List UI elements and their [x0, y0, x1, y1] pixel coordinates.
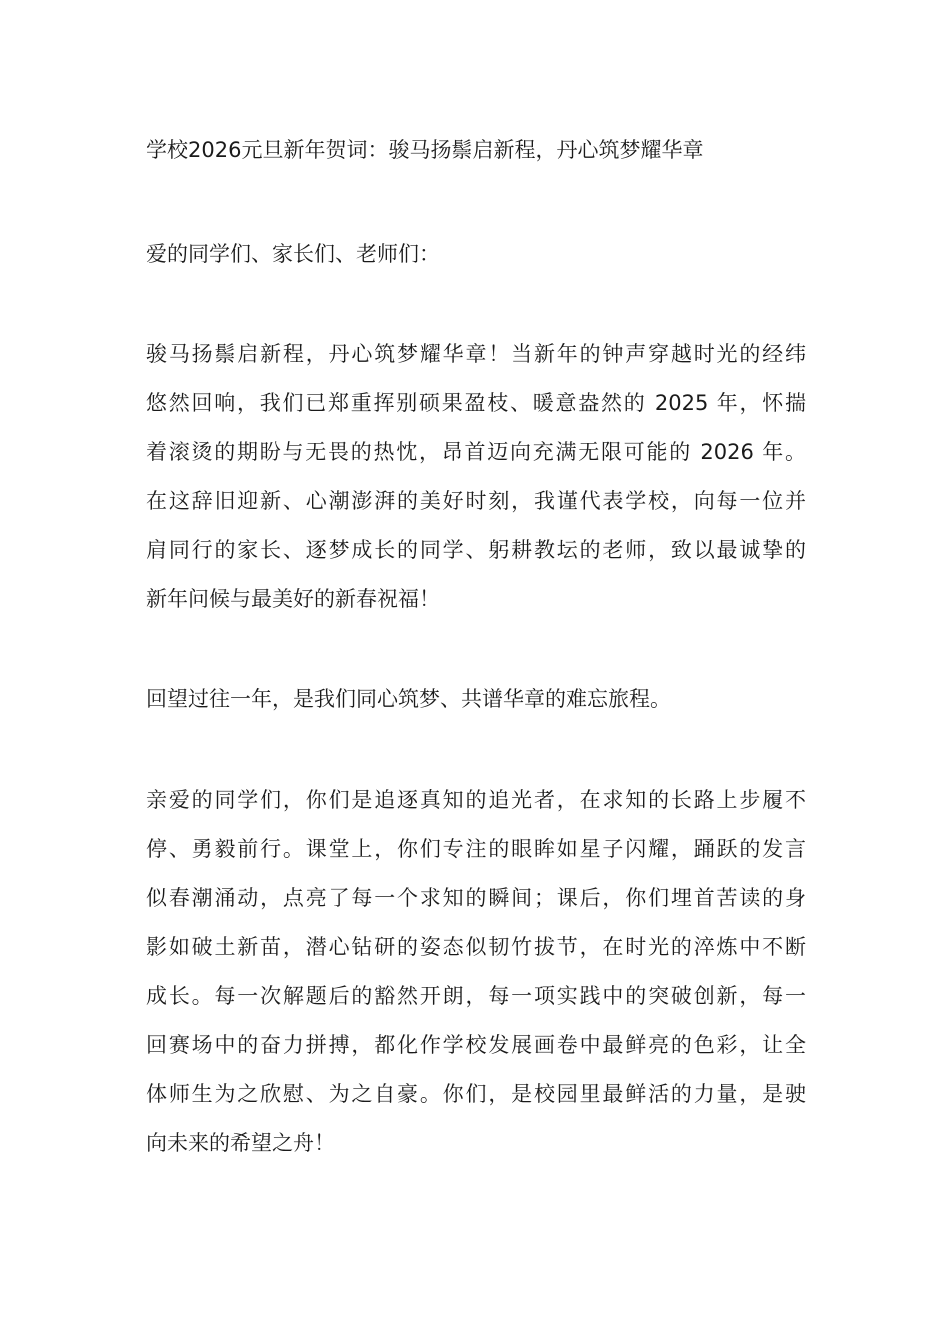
paragraph-3-line: 停、勇毅前行。课堂上，你们专注的眼眸如星子闪耀，踊跃的发言	[146, 837, 806, 861]
paragraph-2-line: 回望过往一年，是我们同心筑梦、共谱华章的难忘旅程。	[146, 687, 671, 711]
salutation: 爱的同学们、家长们、老师们：	[146, 242, 440, 266]
paragraph-1-line: 肩同行的家长、逐梦成长的同学、躬耕教坛的老师，致以最诚挚的	[146, 538, 806, 562]
paragraph-3-line: 影如破土新苗，潜心钻研的姿态似韧竹拔节，在时光的淬炼中不断	[146, 935, 806, 959]
paragraph-1-line: 骏马扬鬃启新程，丹心筑梦耀华章！当新年的钟声穿越时光的经纬	[146, 342, 806, 366]
paragraph-1-line: 在这辞旧迎新、心潮澎湃的美好时刻，我谨代表学校，向每一位并	[146, 489, 806, 513]
paragraph-3-line: 向未来的希望之舟！	[146, 1131, 335, 1155]
paragraph-3-line: 亲爱的同学们，你们是追逐真知的追光者，在求知的长路上步履不	[146, 788, 806, 812]
paragraph-1-line: 悠然回响，我们已郑重挥别硕果盈枝、暖意盎然的 2025 年，怀揣	[146, 391, 806, 415]
paragraph-3-line: 体师生为之欣慰、为之自豪。你们，是校园里最鲜活的力量，是驶	[146, 1082, 806, 1106]
paragraph-1-line: 着滚烫的期盼与无畏的热忱，昂首迈向充满无限可能的 2026 年。	[146, 440, 806, 464]
document-title: 学校2026元旦新年贺词：骏马扬鬃启新程，丹心筑梦耀华章	[146, 138, 704, 162]
paragraph-3-line: 成长。每一次解题后的豁然开朗，每一项实践中的突破创新，每一	[146, 984, 806, 1008]
paragraph-1-line: 新年问候与最美好的新春祝福！	[146, 587, 440, 611]
paragraph-3-line: 似春潮涌动，点亮了每一个求知的瞬间；课后，你们埋首苦读的身	[146, 886, 806, 910]
paragraph-3-line: 回赛场中的奋力拼搏，都化作学校发展画卷中最鲜亮的色彩，让全	[146, 1033, 806, 1057]
